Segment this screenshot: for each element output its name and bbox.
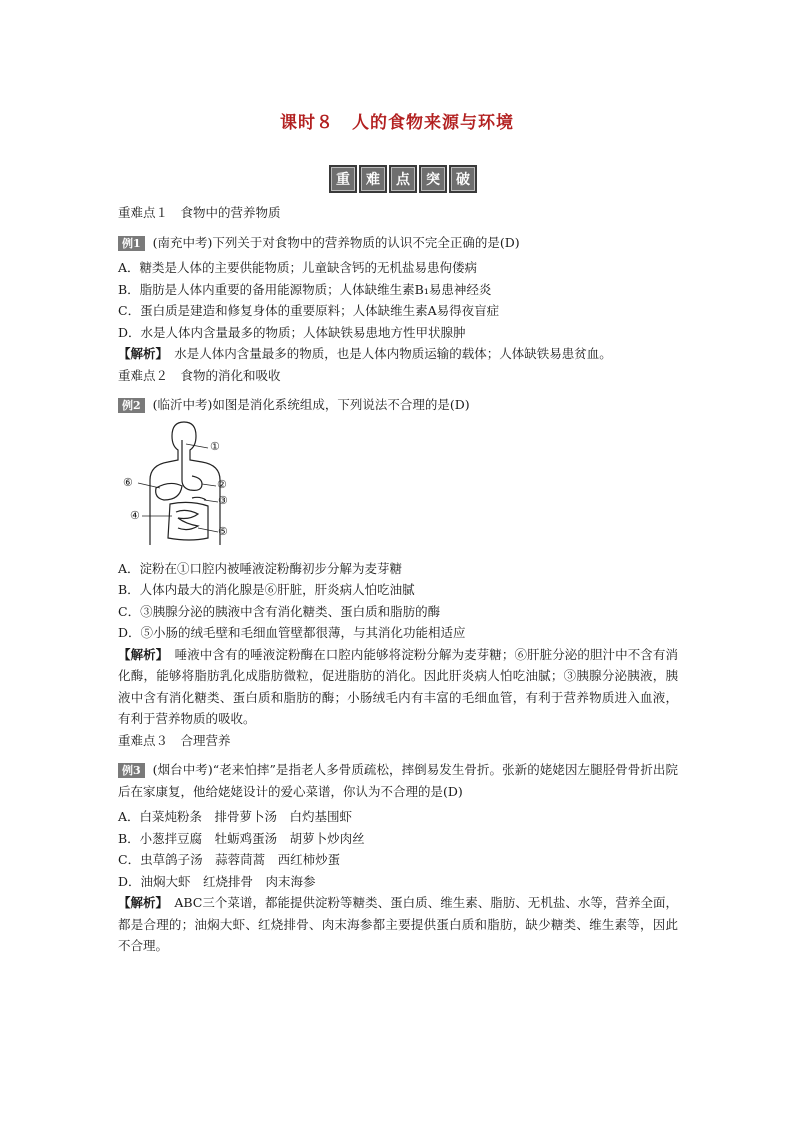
question-text: (烟台中考)“老来怕摔”是指老人多骨质疏松，摔倒易发生骨折。张新的姥姥因左腿胫骨骨折出院后在家康复，他给姥姥设计的爱心菜谱，你认为不合理的是(D)	[118, 762, 678, 799]
analysis-label: 【解析】	[118, 646, 163, 662]
figure-label: ⑤	[218, 524, 228, 538]
digestive-system-drawing	[120, 420, 250, 550]
option: B．小葱拌豆腐 牡蛎鸡蛋汤 胡萝卜炒肉丝	[118, 830, 365, 846]
point-heading-2: 重难点２ 食物的消化和吸收	[118, 367, 281, 383]
analysis-text: 水是人体内含量最多的物质，也是人体内物质运输的载体；人体缺铁易患贫血。	[161, 346, 612, 361]
banner-char: 重	[329, 165, 357, 193]
example-tag: 例2	[118, 398, 145, 413]
point-heading-3: 重难点３ 合理营养	[118, 732, 231, 748]
banner-char: 突	[419, 165, 447, 193]
banner-char: 点	[389, 165, 417, 193]
example-tag: 例3	[118, 763, 145, 778]
option: C．虫草鸽子汤 蒜蓉茼蒿 西红柿炒蛋	[118, 852, 341, 867]
option: D．油焖大虾 红烧排骨 肉末海参	[118, 873, 316, 889]
option: D．⑤小肠的绒毛壁和毛细血管壁都很薄，与其消化功能相适应	[118, 625, 466, 640]
example-2-stem	[118, 394, 678, 416]
figure-label: ②	[217, 477, 227, 491]
analysis	[118, 892, 678, 957]
analysis-label: 【解析】	[118, 346, 162, 361]
example-3-stem	[118, 759, 678, 802]
option: D．水是人体内含量最多的物质；人体缺铁易患地方性甲状腺肿	[118, 324, 466, 340]
main-content	[118, 202, 678, 957]
option: B．人体内最大的消化腺是⑥肝脏，肝炎病人怕吃油腻	[118, 582, 415, 597]
analysis-text: 唾液中含有的唾液淀粉酶在口腔内能够将淀粉分解为麦芽糖；⑥肝脏分泌的胆汁中不含有消化酶，能够将脂肪乳化成脂肪微粒，促进脂肪的消化。因此肝炎病人怕吃油腻；③胰腺分泌胰液，胰液中含有消化糖类、蛋白质和脂肪的酶；小肠绒毛内有丰富的毛细血管，有利于营养物质进入血液，有利于营养物质的吸收。	[118, 646, 678, 726]
analysis	[118, 343, 678, 365]
example-tag: 例1	[118, 236, 145, 251]
option: A．白菜炖粉条 排骨萝卜汤 白灼基围虾	[118, 809, 353, 824]
page-title: 课时８ 人的食物来源与环境	[280, 113, 514, 133]
analysis-text: ABC三个菜谱，都能提供淀粉等糖类、蛋白质、维生素、脂肪、无机盐、水等，营养全面，都是合理的；油焖大虾、红烧排骨、肉末海参都主要提供蛋白质和脂肪，缺少糖类、维生素等，因此不合理。	[118, 895, 678, 953]
figure-label: ⑥	[123, 475, 133, 489]
option: B．脂肪是人体内重要的备用能源物质；人体缺维生素B₁易患神经炎	[118, 281, 492, 297]
option: A．糖类是人体的主要供能物质；儿童缺含钙的无机盐易患佝偻病	[118, 260, 478, 275]
question-text: (临沂中考)如图是消化系统组成，下列说法不合理的是(D)	[152, 397, 470, 412]
example-1-stem	[118, 232, 678, 254]
figure-label: ④	[130, 508, 140, 522]
point-heading-1: 重难点１ 食物中的营养物质	[118, 205, 281, 220]
banner-char: 难	[359, 165, 387, 193]
section-banner	[329, 165, 477, 193]
digestive-system-figure	[120, 420, 250, 550]
question-text: (南充中考)下列关于对食物中的营养物质的认识不完全正确的是(D)	[152, 234, 520, 250]
banner-char: 破	[449, 165, 477, 193]
analysis	[118, 644, 678, 730]
figure-label: ③	[218, 493, 228, 507]
figure-label: ①	[210, 439, 220, 453]
option: C．③胰腺分泌的胰液中含有消化糖类、蛋白质和脂肪的酶	[118, 603, 441, 619]
option: A．淀粉在①口腔内被唾液淀粉酶初步分解为麦芽糖	[118, 560, 403, 576]
analysis-label: 【解析】	[118, 895, 162, 910]
option: C．蛋白质是建造和修复身体的重要原料；人体缺维生素A易得夜盲症	[118, 303, 500, 318]
